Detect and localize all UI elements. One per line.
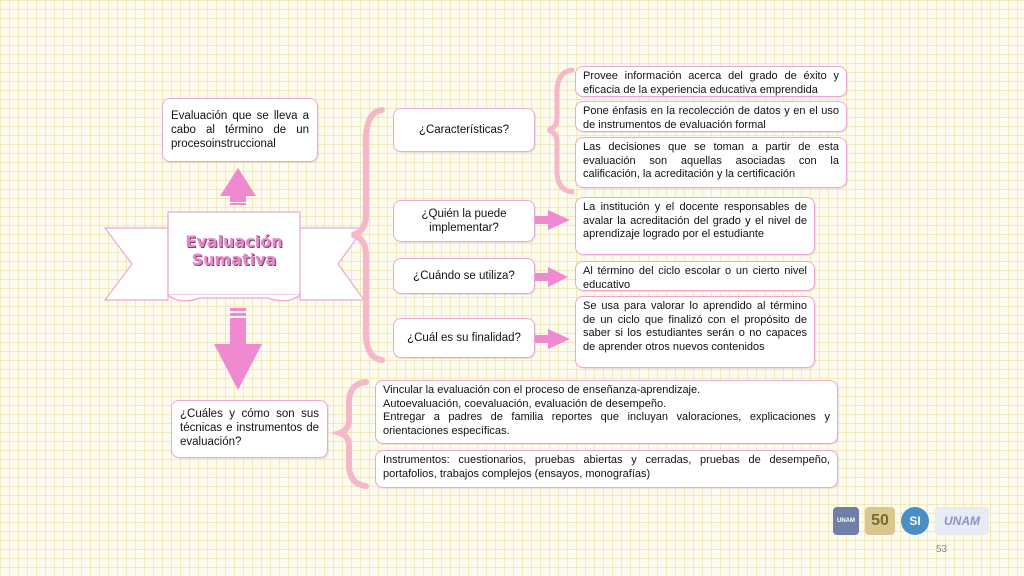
answer-cuando	[575, 261, 815, 291]
answer-tecnicas-1-line-2: Autoevaluación, coevaluación, evaluación de desempeño.	[383, 397, 667, 410]
answer-caracteristicas-1	[575, 66, 847, 97]
answer-caracteristicas-3-text: Las decisiones que se toman a partir de esta evaluación son aquellas asociadas con la calificación, la acreditación y la certificación	[583, 141, 839, 180]
answer-caracteristicas-2	[575, 101, 847, 132]
up-arrow-icon	[220, 168, 256, 205]
answer-finalidad	[575, 296, 815, 368]
down-arrow-icon	[214, 308, 262, 390]
logos-strip	[833, 507, 989, 535]
si-logo	[901, 507, 929, 535]
question-tecnicas	[171, 400, 328, 458]
page-number: 53	[936, 544, 948, 555]
unam-logo-text: UNAM	[837, 518, 855, 524]
answer-tecnicas-2-text: Instrumentos: cuestionarios, pruebas abiertas y cerradas, pruebas de desempeño, portafolios, trabajos complejos (ensayos, monografías)	[383, 454, 830, 480]
answer-caracteristicas-3	[575, 137, 847, 188]
question-cuando	[393, 258, 535, 294]
answer-tecnicas-1-line-3: Entregar a padres de familia reportes que incluyan valoraciones, explicaciones y orientaciones específicas.	[383, 411, 830, 437]
right-arrow-icon-finalidad	[534, 329, 570, 349]
unam-logo	[833, 507, 859, 535]
answer-finalidad-text: Se usa para valorar lo aprendido al término de un ciclo que finalizó con el propósito de saber si los estudiantes serán o no capaces de aprender otros nuevos contenidos	[583, 300, 807, 353]
banner-scroll-bottom	[168, 295, 300, 301]
title-line-2: Sumativa	[191, 250, 277, 269]
answer-quien	[575, 197, 815, 255]
answer-caracteristicas-1-text: Provee información acerca del grado de éxito y eficacia de la experiencia educativa emprendida	[583, 70, 839, 96]
right-arrow-icon-cuando	[534, 267, 568, 287]
title-line-1: Evaluación	[185, 232, 283, 251]
answer-tecnicas-2	[375, 450, 838, 488]
banner-ribbon-left	[105, 228, 168, 300]
question-cuando-text: ¿Cuándo se utiliza?	[413, 270, 515, 282]
answer-quien-text: La institución y el docente responsables de avalar la acreditación del grado y el nivel de aprendizaje logrado por el estudiante	[583, 201, 807, 240]
answer-tecnicas-1	[375, 380, 838, 444]
question-finalidad-text: ¿Cuál es su finalidad?	[407, 332, 521, 344]
si-logo-text: SI	[909, 514, 921, 528]
unam-wordmark-logo-text: UNAM	[944, 514, 980, 528]
right-arrow-icon-quien	[534, 210, 570, 230]
brace-caracteristicas	[548, 70, 572, 192]
question-finalidad	[393, 318, 535, 358]
definition-text: Evaluación que se lleva a cabo al término de un procesoinstruccional	[171, 110, 309, 150]
brace-questions	[352, 110, 382, 360]
question-quien-text: ¿Quién la puede implementar?	[421, 208, 507, 234]
anniversary-logo-text: 50	[871, 512, 889, 529]
question-caracteristicas	[393, 108, 535, 152]
definition-box	[162, 98, 318, 162]
question-caracteristicas-text: ¿Características?	[418, 124, 510, 136]
title-banner	[170, 233, 298, 269]
answer-tecnicas-1-line-1: Vincular la evaluación con el proceso de enseñanza-aprendizaje.	[383, 384, 701, 396]
answer-caracteristicas-2-text: Pone énfasis en la recolección de datos y en el uso de instrumentos de evaluación formal	[583, 105, 839, 131]
question-tecnicas-text: ¿Cuáles y cómo son sus técnicas e instrumentos de evaluación?	[180, 408, 319, 448]
answer-cuando-text: Al término del ciclo escolar o un cierto nivel educativo	[583, 265, 807, 291]
anniversary-logo	[865, 507, 895, 535]
question-quien	[393, 200, 535, 242]
brace-tecnicas	[340, 382, 366, 486]
unam-wordmark-logo	[935, 507, 989, 535]
